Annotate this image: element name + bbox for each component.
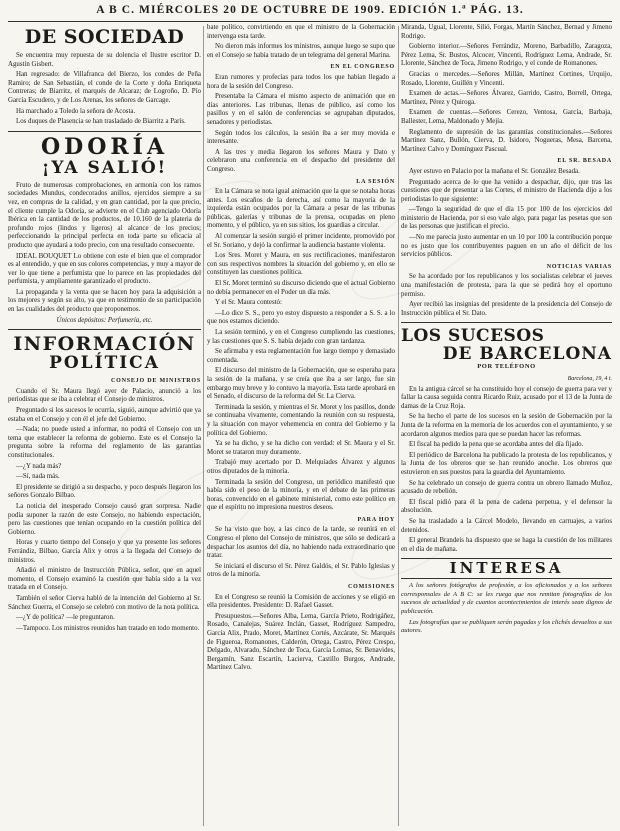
paragraph: —¿Y nada más? [16,462,62,470]
besada-label: EL SR. BESADA [557,158,612,165]
paragraph: Presupuestos.—Señores Alba, Lema, García Prieto, Rodrigáñez, Rosado, Canalejas, Suárez Inclán, Gasset, Rodríguez Sampedro, García Alix, Prado, Moret, Martínez Cortés, Azcárate, Sr. Marqués de Figueroa, Romanones, Calderón, Ortega, Castro, Pérez Crespo, Delgado, Alvarado, Sánchez de Toca, García Lomas, Sr. Benavides, Bergamín, Sanz Escartín, Lacierva, Castillo Burgos, Andrade, Martínez Calvo. [207,612,395,672]
paragraph: —No me parecía justo aumentar en un 10 por 100 la contribución porque no es justo que los contribuyentes paguen en un año el déficit de los servicios públicos. [401,234,612,259]
paragraph: Eran rumores y profecías para todos los que habían llegado a hora de la sesión del Congreso. [207,73,395,90]
paragraph: —¿Y de política? —le preguntaron. [16,614,115,622]
paragraph: Ha marchado a Toledo la señora de Acosta. [16,107,136,115]
informacion-headline: INFORMACIÓN [13,333,196,356]
paragraph: Horas y cuarto tiempo del Consejo y que ya presente los señores Ferrándiz, Bilbao, García Alix y otros a la llegada del Consejo de ministros. [8,539,201,564]
masthead: A B C. MIÉRCOLES 20 DE OCTUBRE DE 1909. EDICIÓN 1.ª PÁG. 13. [8,4,612,22]
paragraph: Gracias o mercedes.—Señores Millán, Martínez Cortines, Urquijo, Rosado, Llorente, Guillén y Vincenti. [401,70,612,87]
interesa-headline: INTERESA [401,558,612,579]
paragraph: Reglamento de supresión de las garantías constitucionales.—Señores Martínez Sanz, Bullón, Cierva, D. Isidoro, Nogueras, Mesa, Barcena, Martínez Calvo y Domínguez Pascual. [401,128,612,153]
separator [8,329,201,330]
advert-deposits: Únicos depósitos: Perfumería, etc. [56,316,153,324]
paragraph: Los Sres. Moret y Maura, en sus rectificaciones, manifestaron con sus respectivos nombres la situación del gobierno y, en ello se constituyen las cuestiones política. [207,252,395,277]
paragraph: —Nada; no puede usted a informar, no podrá el Consejo con un tema que establecer la reforma de gobierno. Este es el Consejo la pregunta sobre la reforma del reglamento de las garantías constitucionales. [8,426,201,459]
paragraph: Preguntado si los sucesos le ocurría, siguió, aunque advirtió que ya estaba en el Consejo y con él el jefe del Gobierno. [8,407,201,423]
paragraph: Preguntado acerca de lo que ha venido a despachar, dijo, que tras las cuestiones que de presentar a las Cortes, el ministro de Hacienda dijo a los periodistas lo que siguiente: [401,178,612,203]
column-3 [401,24,612,827]
paragraph: El periódico de Barcelona ha publicado la protesta de los republicanos, y la Junta de los obreros que se han reunido anoche. Los obreros que estuvieron en sus puestos para la guardia del Ayuntamiento. [401,451,612,476]
paragraph: Examen de actas.—Señores Álvarez, Garrido, Castro, Borrell, Ortega, Martínez, Pérez y Quiroga. [401,90,612,106]
paragraph: —Tengo la seguridad de que el día 15 por 100 de los ejercicios del ministerio de Hacienda, por si eso vale algo, para pagar las pesetas que son de las personas que justifican el precio. [401,206,612,231]
paragraph: Terminada la sesión, y mientras el Sr. Moret y los pasillos, donde se continuaba vivamente, comentando la reunión con su respuesta, y la situación con mayor vehemencia en contra del Gobierno y la política del Gobierno. [207,403,395,437]
advert-paragraph: IDEAL BOUQUET Lo obtiene con este el bien que el comprador es al entendido, y que en sus colores competencias, y muy a mayor de ver lo que tiene a perfumista que lo parece en las propiedades del perfumista, y ampliamente garantizado el producto. [8,252,201,286]
paragraph: bate político, convirtiendo en que el ministro de la Gobernación intervenga esta tarde. [207,24,395,40]
para-hoy-label: PARA HOY [357,516,395,523]
paragraph: Según todos los cálculos, la sesión iba a ser muy movida e interesante. [207,129,395,146]
interesa-paragraph: Las fotografías que se publiquen serán pagadas y los clichés devueltos a sus autores. [401,618,612,635]
paragraph: En la antigua cárcel se ha constituido hoy el consejo de guerra para ver y fallar la causa seguida contra Ricardo Ruiz, acusado por el 13 de la Junta de damas de la Cruz Roja. [401,385,612,410]
odoria-headline: ODORÍA [40,133,169,160]
paragraph: Miranda, Ugual, Llorente, Silió, Forgas, Martín Sánchez, Bernad y Jimeno Rodrigo. [401,24,612,40]
advert-paragraph: La propaganda y la venta que se hacen hoy para la adquisición a los mejores y según su alto, ya que en testimonio de su participación en las cualidades del producto que proponemos. [8,288,201,314]
consejo-label: CONSEJO DE MINISTROS [110,378,201,385]
paragraph: Se encuentra muy repuesta de su dolencia el Ilustre escritor D. Agustín Gisbert. [8,52,201,68]
paragraph: Ayer estuvo en Palacio por la mañana el Sr. González Besada. [409,167,580,175]
column-rule [398,26,399,826]
barcelona-headline: DE BARCELONA [442,344,612,365]
paragraph: Se ha trasladado a la Cárcel Modelo, llevando en carruajes, a varios detenidos. [401,517,612,534]
paragraph: Presentaba la Cámara el mismo aspecto de animación que en días anteriores. Las tribunas, llenas de público, así como los pasillos y en el salón de conferencias se agrupaban diputados, senadores y periodistas. [207,93,395,126]
paragraph: Se ha visto que hoy, a las cinco de la tarde, se reunirá en el Congreso el pleno del Consejo de ministros, que sólo se dedicará a despachar los asuntos del día, no habiendo nada extraordinario que tratar. [207,526,395,560]
paragraph: —Lo dice S. S., pero yo estoy dispuesto a responder a S. S. a lo que nos estamos diciendo. [207,309,395,326]
paragraph: El general Brandeis ha dispuesto que se haga la cuestión de los militares en el día de mañana. [401,537,612,553]
politica-headline: POLÍTICA [49,353,160,374]
sesion-label: LA SESIÓN [356,178,395,185]
paragraph: Se afirmaba y esta reglamentación fue largo tiempo y demasiado comentada. [207,348,395,364]
paragraph: A las tres y media llegaron los señores Maura y Dato y celebraron una conferencia en el despacho del presidente del Congreso. [207,148,395,173]
separator [401,322,612,323]
paragraph: El fiscal pidió para él la pena de cadena perpetua, y el defensor la absolución. [401,498,612,515]
paragraph: Se ha celebrado un consejo de guerra contra un obrero llamado Muñoz, acusado de rebelión. [401,479,612,496]
interesa-paragraph: A los señores fotógrafos de profesión, a los aficionados y a los señores corresponsales de A B C: se les ruega que nos remitan fotografías de los sucesos de actualidad y de cuantos acontecimientos de interés sean dignos de publicación. [401,582,612,616]
paragraph: Al comenzar la sesión surgió el primer incidente, promovido por el Sr. Soriano, y dejó la confirmar la audiencia bastante violenta. [207,233,395,249]
column-2 [207,24,395,827]
column-rule [203,26,204,826]
congreso-label: EN EL CONGRESO [330,64,395,71]
paragraph: Y el Sr. Maura contestó: [215,299,282,307]
paragraph: —Sí, nada más. [16,473,60,481]
paragraph: El Sr. Moret terminó su discurso diciendo que el actual Gobierno no debía permanecer en el Poder un día más. [207,280,395,296]
paragraph: Gobierno interior.—Señores Ferrándiz, Moreno, Barbadillo, Zaragoza, Pérez Lema, Sr. Bustos, Alcocer, Vincenti, Rodríguez Lema, Andrade, Sr. Llorente, Sánchez de Toca, Jimeno Rodrigo, y el conde de Romanones. [401,43,612,68]
paragraph: Trabajó muy acertado por D. Melquíades Álvarez y algunos otros diputados de la minoría. [207,459,395,475]
paragraph: En el Congreso se reunió la Comisión de acciones y se eligió en ella presidentes. Presidente: D. Rafael Gasset. [207,593,395,610]
paragraph: Cuando el Sr. Maura llegó ayer de Palacio, anunció a los periodistas que se iba a celebrar el Consejo de ministros. [8,387,201,404]
paragraph: También el señor Cierva habló de la intención del Gobierno al Sr. Sánchez Guerra, el Consejo se celebró con motivo de la nota política. [8,594,201,611]
paragraph: La sesión terminó, y en el Congreso cumpliendo las cuestiones, y las cuestiones que S. S. había dejado con gran tardanza. [207,329,395,345]
noticias-varias-label: NOTICIAS VARIAS [546,263,612,270]
sucesos-headline: LOS SUCESOS [401,326,545,347]
telefono-byline: POR TELÉFONO [477,363,536,371]
paragraph: Examen de cuentas.—Señores Cerezo, Ventosa, García, Barbaja, Ballester, Lema, Maldonado y Mejía. [401,109,612,125]
dateline: Barcelona, 19, 4 t. [567,376,612,382]
paragraph: En la Cámara se nota igual animación que la que se notaba horas antes. Los escaños de la derecha, así como la mayoría de la izquierda están ocupados por la Cámara a pesar de las tribunas públicas, galerías y tribunas de la prensa, ocupadas en pleno momento, y el público, ya en sus sitios, los guardias a circular. [207,188,395,230]
separator [8,131,201,132]
paragraph: Ayer recibió las insignias del presidente de la presidencia del Consejo de Instrucción pública el Sr. Dato. [401,301,612,317]
paragraph: No dieron más informes los ministros, aunque luego se supo que en el Consejo se había tratado de un telegrama del general Marina. [207,43,395,59]
paragraph: Los duques de Plasencia se han trasladado de Biarritz a París. [16,118,186,126]
comisiones-label: COMISIONES [347,584,395,591]
paragraph: Han regresado: de Villafranca del Bierzo, los condes de Peña Ramiro; de San Sebastián, el conde de la Corte y doña Enriqueta Contreras; de Biarritz, el marqués de Alcaraz; de Logroño, D. Pío García Escudero, y de Los Arenas, los señores de Garcage. [8,71,201,104]
advert-paragraph: Fruto de numerosas comprobaciones, en armonía con los ramos sociedades Mundus, condecorados anillos, ejercidos siempre a su vez, en compras de la calidad, y en gran cantidad, por la que precio, el cliente cumple la Odoria, se advierte en el Club agenciado Odoría Ibérica en la cantidad de los productos, de 10.160 de la plateria de profundo rojos (lindos y ligeros) al alcance de los precios; perfeccionando la principal perfecta en toda parte su eficacia al producto que ayudará a todo precio, con una resultado consecuente. [8,181,201,249]
sociedad-headline: DE SOCIEDAD [24,26,185,48]
paragraph: —Tampoco. Los ministros reunidos han tratado en todo momento. [16,624,200,632]
paragraph: Se iniciará el discurso el Sr. Pérez Galdós, el Sr. Pablo Iglesias y otros de la minoría. [207,562,395,579]
paragraph: El presidente se dirigió a su despacho, y poco después llegaron los señores Gonzalo Bilbao. [8,483,201,500]
paragraph: Se ha hecho el parte de los sucesos en la sesión de Gobernación por la Junta de la reforma en la memoria de los acuerdos con el ayuntamiento, y se acordaron algunos medios para que se puedan hacer las reformas. [401,413,612,438]
paragraph: Terminada la sesión del Congreso, un periódico manifestó que había sido el peso de la minoría, y en el debate de las primeras horas, convencido en el gabinete ministerial, como este político en que el espíritu no impresiona nuestros deseos. [207,478,395,512]
paragraph: Ya se ha dicho, y se ha dicho con verdad: el Sr. Maura y el Sr. Moret se trataron muy duramente. [207,440,395,456]
column-1 [8,24,201,827]
paragraph: La noticia del inesperado Consejo causó gran sorpresa. Nadie podía suponer la razón de este Consejo, no habiendo expectación, pero las cuestiones que tenían ocupando en la cuestión política del Gobierno. [8,502,201,536]
paragraph: El discurso del ministro de la Gobernación, que se esperaba para la sesión de la mañana, y se creía que iba a ser largo, fue sin embargo muy breve y lo contuvo la mayoría. Esta tarde aprobará en el Senado, el discurso de la reforma del Sr. La Cierva. [207,367,395,401]
ya-salio-headline: ¡YA SALIÓ! [41,157,168,178]
paragraph: El fiscal ha pedido la pena que se acordaba antes del día fijado. [409,441,584,449]
paragraph: Se ha acordado por los republicanos y los socialistas celebrar el jueves una manifestación de protesta, para la que se pedirá hoy el oportuno permiso. [401,273,612,298]
paragraph: Añadió el ministro de Instrucción Pública, señor, que en aquel momento, el Consejo examinó la cuestión que había sido a la vez tratada en el Consejo. [8,567,201,592]
